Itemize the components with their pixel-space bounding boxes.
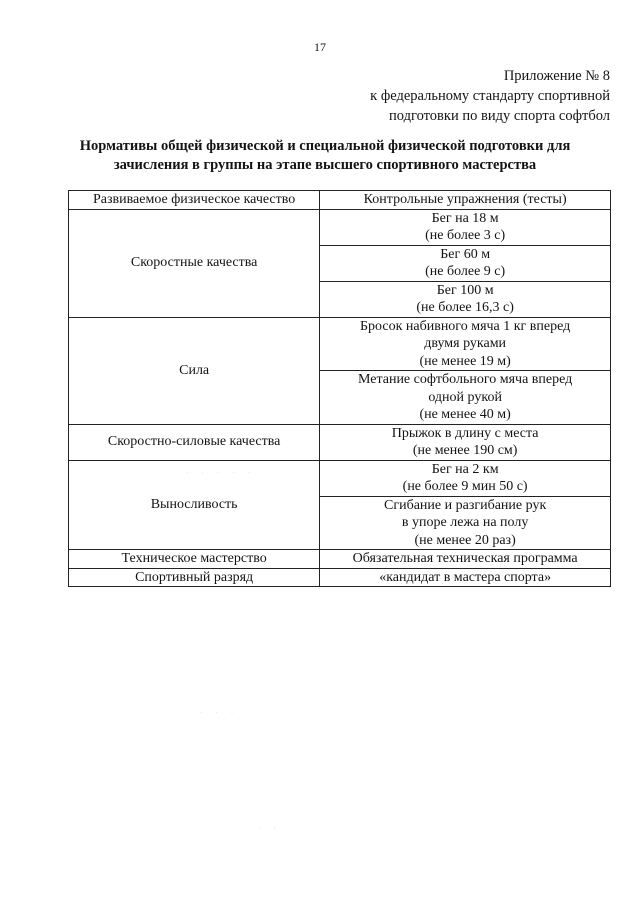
- table-row: [69, 424, 611, 460]
- test-line: (не менее 20 раз): [414, 532, 516, 548]
- test-line: Бег 100 м: [436, 282, 494, 298]
- test-cell: [320, 460, 611, 496]
- test-cell: [320, 568, 611, 587]
- test-line: Бег на 18 м: [431, 210, 499, 226]
- quality-cell: Скоростные качества: [69, 209, 320, 317]
- test-line: Бег на 2 км: [431, 461, 499, 477]
- test-line: Прыжок в длину с места: [391, 425, 539, 441]
- page-number: 17: [314, 40, 326, 54]
- header-quality: Развиваемое физическое качество: [69, 191, 320, 210]
- test-line: Метание софтбольного мяча вперед: [357, 372, 573, 387]
- header-tests: Контрольные упражнения (тесты): [320, 191, 611, 210]
- quality-cell: Выносливость: [69, 460, 320, 550]
- test-line: (не менее 40 м): [419, 407, 511, 422]
- test-line: (не менее 190 см): [412, 443, 518, 458]
- appendix-line-2: к федеральному стандарту спортивной: [370, 88, 610, 104]
- test-line: «кандидат в мастера спорта»: [379, 569, 552, 585]
- test-line: Сгибание и разгибание рук: [384, 497, 547, 513]
- appendix-line-3: подготовки по виду спорта софтбол: [389, 108, 610, 124]
- norms-table: [68, 190, 611, 587]
- appendix-line-1: Приложение № 8: [503, 68, 610, 84]
- quality-cell: Скоростно-силовые качества: [69, 424, 320, 460]
- table-row: [69, 568, 611, 587]
- document-title: [40, 137, 610, 175]
- test-cell: [320, 496, 611, 550]
- scan-specks: · · ·: [200, 710, 239, 716]
- test-line: Обязательная техническая программа: [352, 551, 578, 566]
- test-line: Бег 60 м: [440, 246, 491, 262]
- document-title-line-2: зачисления в группы на этапе высшего спортивного мастерства: [113, 157, 537, 173]
- document-title-line-1: Нормативы общей физической и специальной физической подготовки для: [79, 138, 571, 154]
- scan-specks: · ·: [258, 826, 282, 832]
- quality-cell: Спортивный разряд: [69, 568, 320, 587]
- quality-cell: Сила: [69, 317, 320, 424]
- table-row: [69, 460, 611, 496]
- test-line: Бросок набивного мяча 1 кг вперед: [359, 318, 571, 334]
- quality-cell: Техническое мастерство: [69, 550, 320, 569]
- table-header-row: [69, 191, 611, 210]
- test-cell: [320, 245, 611, 281]
- table-row: [69, 317, 611, 371]
- test-line: одной рукой: [428, 389, 502, 405]
- test-cell: [320, 317, 611, 371]
- appendix-header: [250, 66, 610, 126]
- table-row: [69, 209, 611, 245]
- test-cell: [320, 281, 611, 317]
- test-line: в упоре лежа на полу: [401, 515, 529, 530]
- scan-specks: · · · · ·: [186, 470, 256, 476]
- test-cell: [320, 550, 611, 569]
- test-line: (не более 16,3 с): [416, 300, 514, 315]
- test-line: двумя руками: [424, 336, 507, 351]
- table-body: [69, 209, 611, 587]
- table-row: [69, 550, 611, 569]
- test-line: (не более 9 мин 50 с): [402, 479, 528, 494]
- test-cell: [320, 424, 611, 460]
- test-cell: [320, 209, 611, 245]
- test-line: (не более 9 с): [425, 264, 506, 279]
- test-line: (не более 3 с): [425, 228, 506, 243]
- test-line: (не менее 19 м): [419, 353, 511, 369]
- test-cell: [320, 371, 611, 425]
